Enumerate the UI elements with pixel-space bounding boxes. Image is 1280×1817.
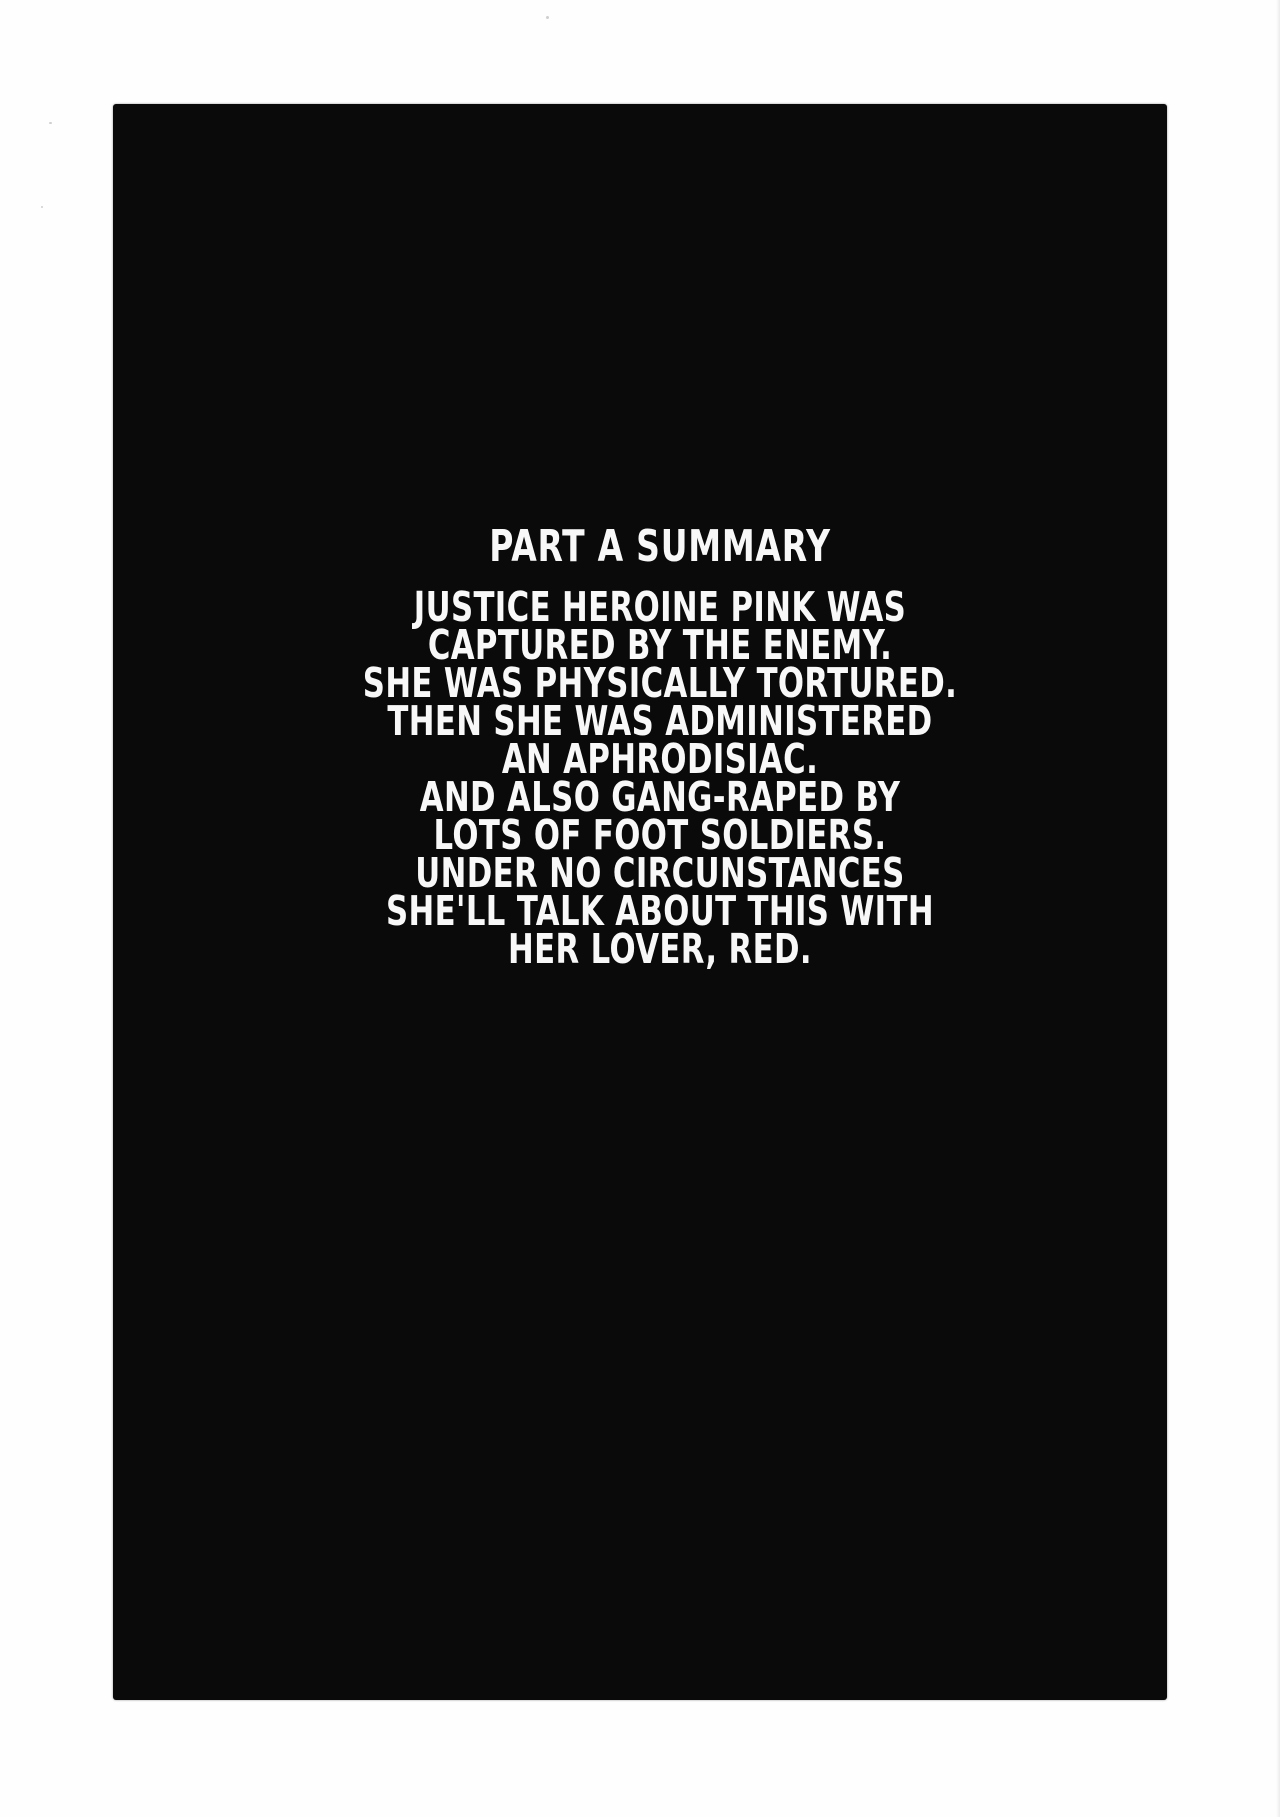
dust-speck — [49, 122, 52, 124]
page-edge-shading — [1276, 0, 1280, 1817]
summary-line: UNDER NO CIRCUNSTANCES — [415, 849, 905, 897]
summary-line: LOTS OF FOOT SOLDIERS. — [433, 811, 887, 859]
summary-line: CAPTURED BY THE ENEMY. — [427, 621, 893, 669]
summary-text-block — [265, 521, 1056, 973]
summary-title: PART A SUMMARY — [489, 521, 831, 572]
summary-line: JUSTICE HEROINE PINK WAS — [413, 583, 907, 631]
summary-line: AND ALSO GANG-RAPED BY — [419, 773, 901, 821]
dust-speck — [546, 16, 549, 19]
summary-body — [265, 583, 1056, 973]
summary-line: THEN SHE WAS ADMINISTERED — [387, 697, 933, 745]
summary-line: SHE WAS PHYSICALLY TORTURED. — [362, 659, 958, 707]
summary-line: SHE'LL TALK ABOUT THIS WITH — [386, 887, 934, 935]
dust-speck — [41, 206, 43, 208]
summary-line: AN APHRODISIAC. — [501, 735, 819, 783]
summary-line: HER LOVER, RED. — [508, 925, 812, 973]
black-panel — [113, 104, 1167, 1700]
